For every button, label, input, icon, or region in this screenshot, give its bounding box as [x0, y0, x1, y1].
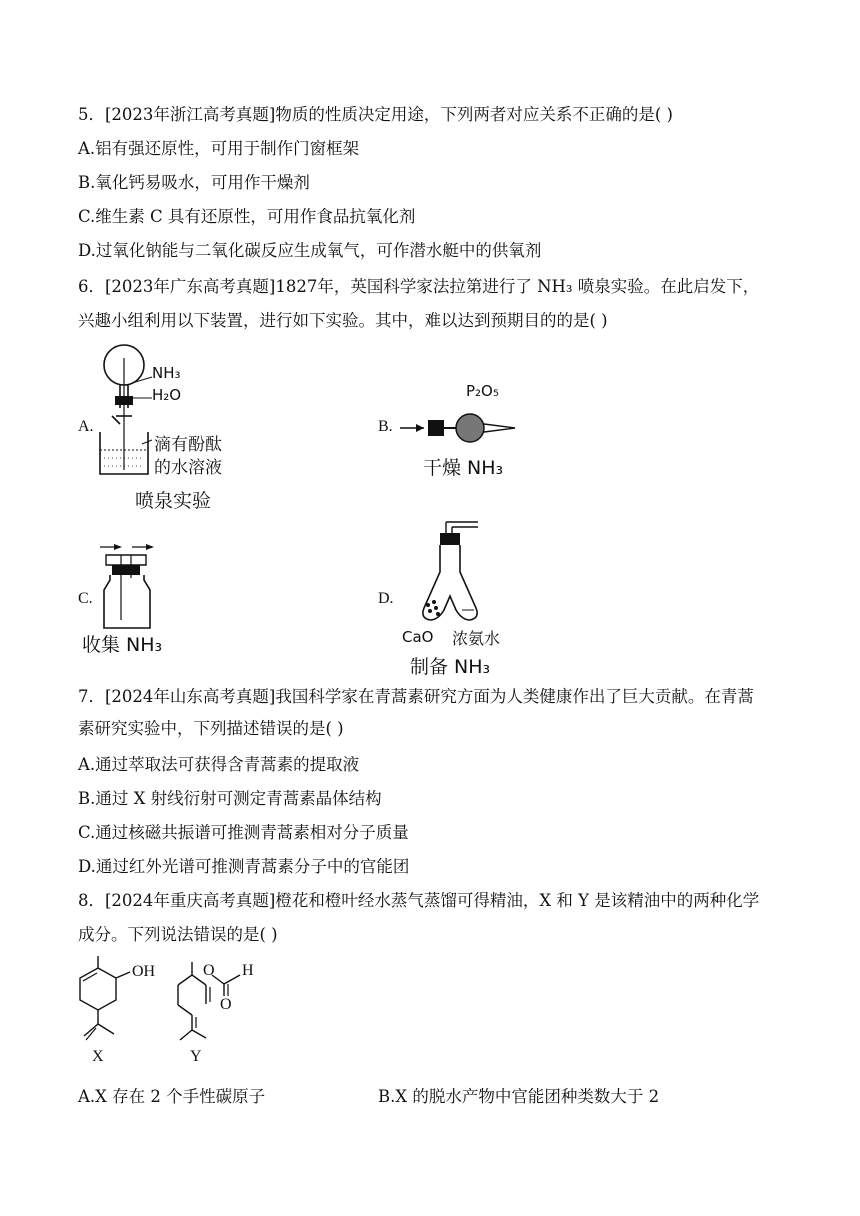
- molecule-y-o1: O: [203, 962, 215, 979]
- q7-stem-line1: 7．[2024年山东高考真题]我国科学家在青蒿素研究方面为人类健康作出了巨大贡献。在青蒿: [78, 687, 754, 706]
- q8-option-b: B.X 的脱水产物中官能团种类数大于 2: [378, 1087, 660, 1106]
- molecule-x-oh: OH: [132, 963, 156, 980]
- q5-stem: 5．[2023年浙江高考真题]物质的性质决定用途，下列两者对应关系不正确的是( ): [78, 105, 673, 124]
- q5-option-d: D.过氧化钠能与二氧化碳反应生成氧气，可作潜水艇中的供氧剂: [78, 241, 542, 260]
- molecule-y-label: Y: [190, 1048, 202, 1065]
- q6-figure-b-caption: 干燥 NH₃: [423, 457, 504, 479]
- q6-figure-d-label: D.: [378, 590, 394, 607]
- q8-option-a: A.X 存在 2 个手性碳原子: [78, 1087, 266, 1106]
- q7-option-d: D.通过红外光谱可推测青蒿素分子中的官能团: [78, 857, 410, 876]
- q6-figure-d-right: 浓氨水: [452, 629, 501, 648]
- q7-option-b: B.通过 X 射线衍射可测定青蒿素晶体结构: [78, 789, 382, 808]
- q6-figure-a-label: A.: [78, 418, 94, 435]
- molecule-x-label: X: [92, 1048, 104, 1065]
- q6-figure-d-caption: 制备 NH₃: [410, 656, 491, 678]
- q5-option-c: C.维生素 C 具有还原性，可用作食品抗氧化剂: [78, 207, 416, 226]
- q8-stem-line2: 成分。下列说法错误的是( ): [78, 925, 278, 944]
- q5-option-a: A.铝有强还原性，可用于制作门窗框架: [78, 139, 360, 158]
- q6-stem-line1: 6．[2023年广东高考真题]1827年，英国科学家法拉第进行了 NH₃ 喷泉实验。在此启发下，: [78, 277, 760, 296]
- q6-figure-c-label: C.: [78, 590, 93, 607]
- q7-stem-line2: 素研究实验中，下列描述错误的是( ): [78, 719, 344, 738]
- q6-figure-a-h2o: H₂O: [152, 386, 182, 404]
- q6-stem-line2: 兴趣小组利用以下装置，进行如下实验。其中，难以达到预期目的的是( ): [78, 311, 608, 330]
- q7-option-a: A.通过萃取法可获得含青蒿素的提取液: [78, 755, 360, 774]
- q6-figure-d-left: CaO: [402, 628, 434, 646]
- q6-figure-b-reagent: P₂O₅: [466, 382, 499, 400]
- q6-figure-a-nh3: NH₃: [152, 364, 181, 382]
- q8-stem-line1: 8．[2024年重庆高考真题]橙花和橙叶经水蒸气蒸馏可得精油，X 和 Y 是该精油中的两种化学: [78, 891, 760, 910]
- q6-figure-a-liquid-line2: 的水溶液: [154, 458, 222, 478]
- q7-option-c: C.通过核磁共振谱可推测青蒿素相对分子质量: [78, 823, 409, 842]
- q5-option-b: B.氧化钙易吸水，可用作干燥剂: [78, 173, 310, 192]
- q6-figure-a-caption: 喷泉实验: [135, 490, 212, 512]
- molecule-y-h: H: [242, 962, 254, 979]
- q6-figure-a-liquid-line1: 滴有酚酞: [154, 435, 222, 455]
- q6-figure-b-label: B.: [378, 418, 393, 435]
- q6-figure-c-caption: 收集 NH₃: [82, 634, 163, 656]
- molecule-y-o2: O: [220, 996, 232, 1013]
